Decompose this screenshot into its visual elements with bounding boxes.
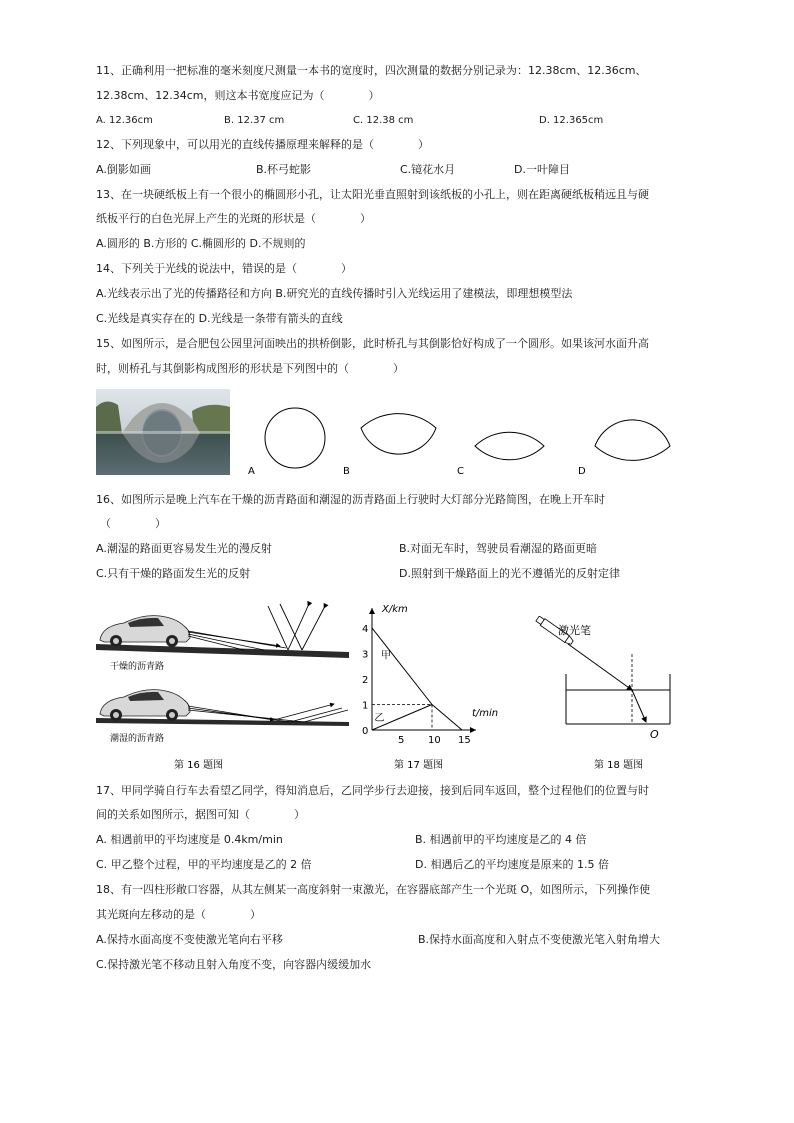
container: [566, 674, 670, 724]
light-spot-o-label: O: [650, 728, 659, 741]
x-tick-label: 15: [458, 735, 471, 746]
q16-option-d[interactable]: D.照射到干燥路面上的光不遵循光的反射定律: [399, 567, 620, 580]
q11-option-a[interactable]: A. 12.36cm: [96, 115, 153, 126]
q17-option-c[interactable]: C. 甲乙整个过程，甲的平均速度是乙的 2 倍: [96, 858, 312, 871]
y-axis-label: X/km: [382, 604, 408, 615]
dry-road-label: 干燥的沥青路: [110, 662, 165, 672]
q15-label-a: A: [248, 466, 255, 477]
q12-option-d[interactable]: D.一叶障目: [514, 163, 570, 176]
series-label-jia: 甲: [381, 650, 391, 662]
q14-stem: 14、下列关于光线的说法中，错误的是（ ）: [96, 262, 352, 275]
fig17-caption: 第 17 题图: [394, 760, 444, 771]
incident-ray: [568, 644, 632, 690]
q11-option-d[interactable]: D. 12.365cm: [539, 115, 604, 126]
q15-stem-line1: 15、如图所示，是合肥包公园里河面映出的拱桥倒影，此时桥孔与其倒影恰好构成了一个圆形。如果该河水面升高: [96, 337, 649, 350]
q17-stem-line1: 17、甲同学骑自行车去看望乙同学，得知消息后，乙同学步行去迎接，接到后同车返回，整个过程他们的位置与时: [96, 784, 649, 797]
q17-option-b[interactable]: B. 相遇前甲的平均速度是乙的 4 倍: [415, 833, 587, 846]
fig16-caption: 第 16 题图: [174, 760, 224, 771]
x-axis-arrow: [470, 727, 476, 733]
refracted-ray: [632, 690, 646, 722]
car-icon: [100, 616, 190, 647]
x-tick-label: 5: [398, 735, 405, 746]
q18-option-c[interactable]: C.保持激光笔不移动且射入角度不变，向容器内缓缓加水: [96, 958, 372, 971]
series-line-1: [372, 628, 432, 705]
x-axis-label: t/min: [472, 708, 499, 719]
q17-stem-line2: 间的关系如图所示，据图可知（ ）: [96, 808, 305, 821]
q12-option-c[interactable]: C.镜花水月: [400, 163, 456, 176]
q13-stem-line1: 13、在一块硬纸板上有一个很小的椭圆形小孔，让太阳光垂直照射到该纸板的小孔上，则在距离硬纸板稍远且与硬: [96, 188, 649, 201]
q11-option-b[interactable]: B. 12.37 cm: [224, 115, 285, 126]
q16-option-b[interactable]: B.对面无车时，驾驶员看潮湿的路面更暗: [399, 542, 598, 555]
q11-option-c[interactable]: C. 12.38 cm: [353, 115, 414, 126]
q12-option-a[interactable]: A.倒影如画: [96, 163, 151, 176]
q12-stem: 12、下列现象中，可以用光的直线传播原理来解释的是（ ）: [96, 138, 429, 151]
q18-option-b[interactable]: B.保持水面高度和入射点不变使激光笔入射角增大: [418, 933, 661, 946]
y-axis-arrow: [369, 608, 375, 614]
origin-label: 0: [362, 726, 369, 737]
q16-option-c[interactable]: C.只有干燥的路面发生光的反射: [96, 567, 251, 580]
y-tick-label: 3: [362, 649, 369, 661]
laser-pen-label: 激光笔: [558, 624, 591, 637]
bridge-reflection-photo: [96, 389, 230, 475]
series-line-3: [432, 705, 462, 731]
q18-option-a[interactable]: A.保持水面高度不变使激光笔向右平移: [96, 933, 283, 946]
wet-road-label: 潮湿的沥青路: [110, 734, 165, 744]
q15-stem-line2: 时，则桥孔与其倒影构成图形的形状是下列图中的（ ）: [96, 362, 404, 375]
q17-option-a[interactable]: A. 相遇前甲的平均速度是 0.4km/min: [96, 833, 283, 846]
q15-label-c: C: [457, 466, 464, 477]
q12-option-b[interactable]: B.杯弓蛇影: [256, 163, 312, 176]
q15-label-d: D: [578, 466, 586, 477]
q15-label-b: B: [343, 466, 350, 477]
q15-options-figure: [238, 396, 698, 480]
q18-stem-line2: 其光斑向左移动的是（ ）: [96, 908, 261, 921]
q15-shape-c-lens[interactable]: [475, 432, 544, 460]
q16-option-a[interactable]: A.潮湿的路面更容易发生光的漫反射: [96, 542, 272, 555]
q18-stem-line1: 18、有一四柱形敞口容器，从其左侧某一高度斜射一束激光，在容器底部产生一个光斑 O，如图所示，下列操作使: [96, 883, 651, 896]
y-tick-label: 4: [362, 624, 369, 635]
q15-shape-d-lens[interactable]: [595, 420, 670, 460]
q15-shape-b-lens[interactable]: [361, 414, 436, 454]
car-icon: [100, 690, 190, 721]
wet-road: [96, 718, 349, 726]
q13-stem-line2: 纸板平行的白色光屏上产生的光斑的形状是（ ）: [96, 212, 371, 225]
fig17-position-time-chart: [356, 596, 528, 772]
fig16-headlight-diagram: [94, 596, 352, 772]
fig18-caption: 第 18 题图: [594, 760, 644, 771]
q16-stem-line2: （ ）: [100, 517, 166, 530]
q17-option-d[interactable]: D. 相遇后乙的平均速度是原来的 1.5 倍: [415, 858, 609, 871]
y-tick-label: 1: [362, 700, 369, 712]
series-label-yi: 乙: [374, 713, 385, 725]
q13-options[interactable]: A.圆形的 B.方形的 C.椭圆形的 D.不规则的: [96, 237, 306, 250]
q15-shape-a-circle[interactable]: [265, 408, 325, 468]
dry-road: [96, 644, 349, 658]
fig18-laser-container: [530, 616, 702, 772]
q16-stem-line1: 16、如图所示是晚上汽车在干燥的沥青路面和潮湿的沥青路面上行驶时大灯部分光路简图，在晚上开车时: [96, 493, 605, 506]
q11-stem-line1: 11、正确利用一把标准的毫米刻度尺测量一本书的宽度时，四次测量的数据分别记录为：12.38cm、12.36cm、: [96, 64, 647, 77]
q14-options-ab[interactable]: A.光线表示出了光的传播路径和方向 B.研究光的直线传播时引入光线运用了建模法，即理想模型法: [96, 287, 573, 300]
x-tick-label: 10: [428, 735, 441, 746]
q14-options-cd[interactable]: C.光线是真实存在的 D.光线是一条带有箭头的直线: [96, 312, 343, 325]
q11-stem-line2: 12.38cm、12.34cm，则这本书宽度应记为（ ）: [96, 89, 380, 102]
y-tick-label: 2: [362, 675, 369, 686]
